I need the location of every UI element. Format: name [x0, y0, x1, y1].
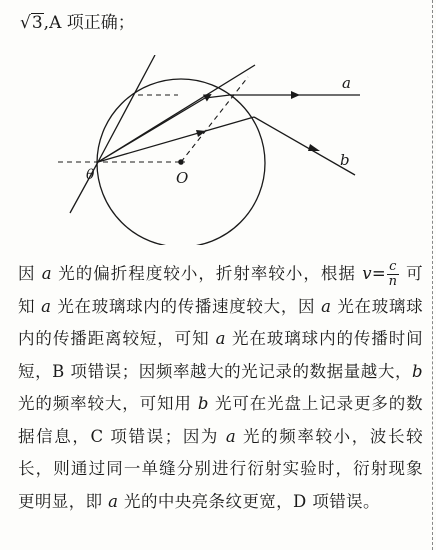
diagram-svg	[50, 55, 370, 245]
fraction-denominator: n	[388, 274, 398, 289]
text-seg: 光在玻璃球内的传播距离较短，可知	[18, 296, 423, 348]
fraction-numerator: c	[389, 259, 397, 274]
symbol-a: a	[41, 264, 53, 283]
text-seg: 光的频率较大，可知用	[18, 394, 198, 413]
symbol-a: a	[225, 426, 237, 446]
text-seg: 因	[18, 264, 42, 283]
page-edge-dashes	[432, 0, 433, 550]
incident-line-upper	[98, 55, 155, 162]
text-seg: 可知	[18, 264, 423, 316]
text-seg: 光在玻璃球内的传播速度较大，因	[51, 296, 322, 316]
text-seg: 光在玻璃球内的传播时间短，B 项错误；因频率越大的光记录的数据量越大，	[18, 329, 424, 381]
sqrt-radicand: 3	[31, 13, 43, 33]
ray-b-inside	[98, 117, 254, 162]
symbol-a: a	[41, 296, 52, 316]
text-seg: 光的频率较小，波长较长，则通过同一单缝分别进行衍射实验时，衍射现象更明显，即	[18, 426, 423, 511]
text-seg: 光可在光盘上记录更多的数据信息，C 项错误；因为	[18, 394, 423, 446]
label-a: a	[342, 74, 351, 92]
symbol-a: a	[215, 329, 226, 348]
ray-b-arrow	[308, 144, 320, 151]
text-seg: 光的偏折程度较小，折射率较小，根据	[52, 264, 363, 283]
symbol-a: a	[321, 296, 332, 316]
ray-a-arrow	[291, 91, 300, 99]
ray-b-inside-arrow	[196, 130, 206, 137]
answer-a-text: ,A 项正确；	[43, 13, 135, 33]
optics-diagram	[50, 55, 370, 245]
equals-sign: =	[371, 264, 387, 283]
label-o: O	[176, 169, 189, 187]
answer-a-line	[18, 12, 135, 34]
ray-a-inside	[98, 95, 210, 162]
fraction-c-over-n	[387, 260, 399, 289]
symbol-a: a	[108, 491, 119, 511]
symbol-b: b	[197, 394, 209, 413]
symbol-b: b	[412, 361, 423, 381]
symbol-v: v	[362, 264, 372, 283]
text-seg: 光的中央亮条纹更宽，D 项错误。	[118, 491, 380, 511]
sqrt-expression: √3	[20, 13, 43, 33]
label-b: b	[340, 151, 350, 169]
explanation-paragraph	[18, 258, 423, 518]
label-theta: θ	[86, 167, 95, 183]
